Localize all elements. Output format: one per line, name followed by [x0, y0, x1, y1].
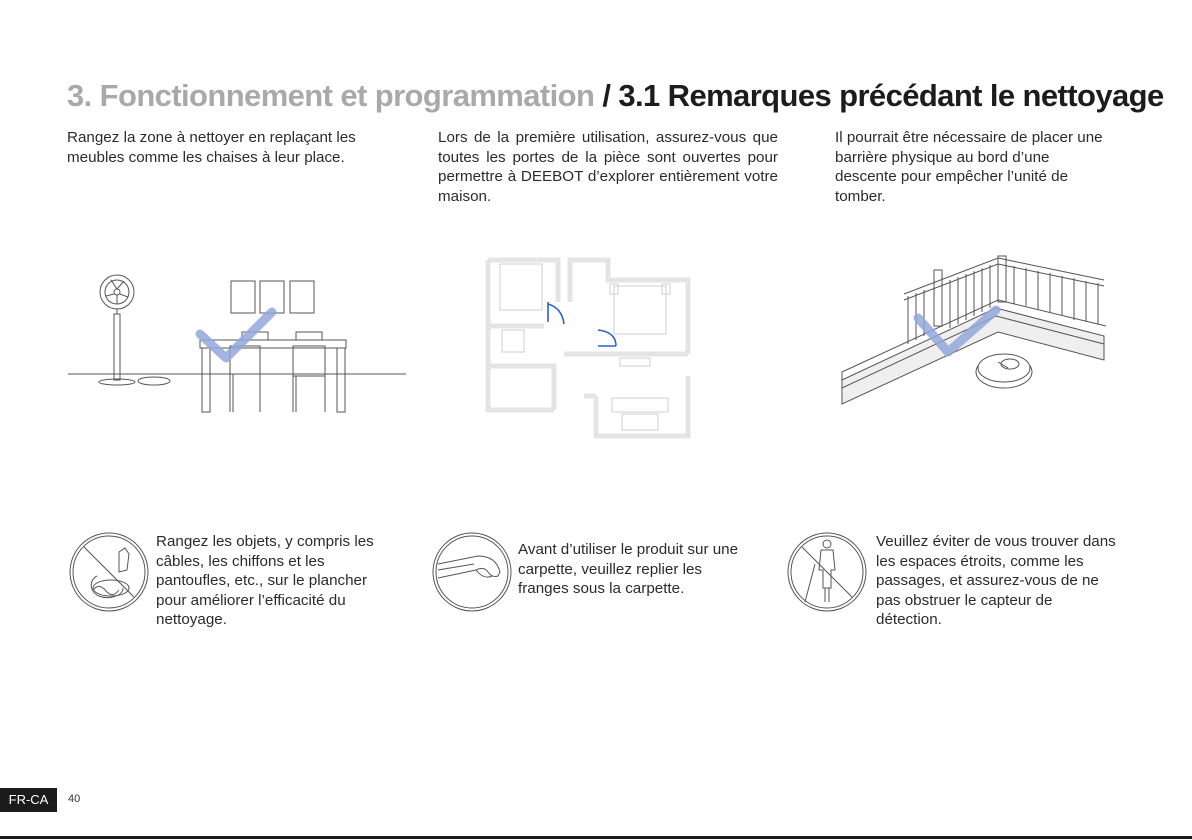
column-text-doors: Lors de la première utilisation, assurez-vous que toutes les portes de la pièce sont ouvertes pour permettre à DEEBOT d’explorer entièrement votre maison.: [438, 129, 778, 205]
page-number: 40: [68, 793, 81, 805]
bottom-rule: [0, 836, 1192, 839]
language-badge: FR-CA: [0, 788, 57, 812]
standing-fan-icon: [99, 275, 170, 385]
note-text-rug: Avant d’utiliser le produit sur une carpette, veuillez replier les franges sous la carpette.: [518, 541, 739, 598]
furniture-room-illustration: [64, 272, 409, 417]
floor-plan-illustration: [484, 256, 694, 442]
no-clutter-icon: [67, 530, 151, 614]
chapter-title: 3. Fonctionnement et programmation: [67, 78, 595, 113]
no-standing-icon: [785, 530, 869, 614]
column-text-furniture: Rangez la zone à nettoyer en replaçant les meubles comme les chaises à leur place.: [67, 129, 356, 166]
rug-fringe-icon: [430, 530, 514, 614]
note-text-sensor: Veuillez éviter de vous trouver dans les espaces étroits, comme les passages, et assurez-vous de ne pas obstruer le capteur de détection.: [876, 533, 1116, 629]
page-title: [67, 78, 1164, 114]
dining-table-icon: [200, 332, 346, 412]
stair-barrier-illustration: [838, 248, 1110, 408]
column-text-barrier: Il pourrait être nécessaire de placer une barrière physique au bord d’une descente pour empêcher l’unité de tomber.: [835, 129, 1103, 205]
check-mark-icon: [200, 312, 272, 358]
section-title: / 3.1 Remarques précédant le nettoyage: [602, 78, 1164, 113]
note-text-clutter: Rangez les objets, y compris les câbles, les chiffons et les pantoufles, etc., sur le plancher pour améliorer l’efficacité du nettoyage.: [156, 533, 374, 629]
